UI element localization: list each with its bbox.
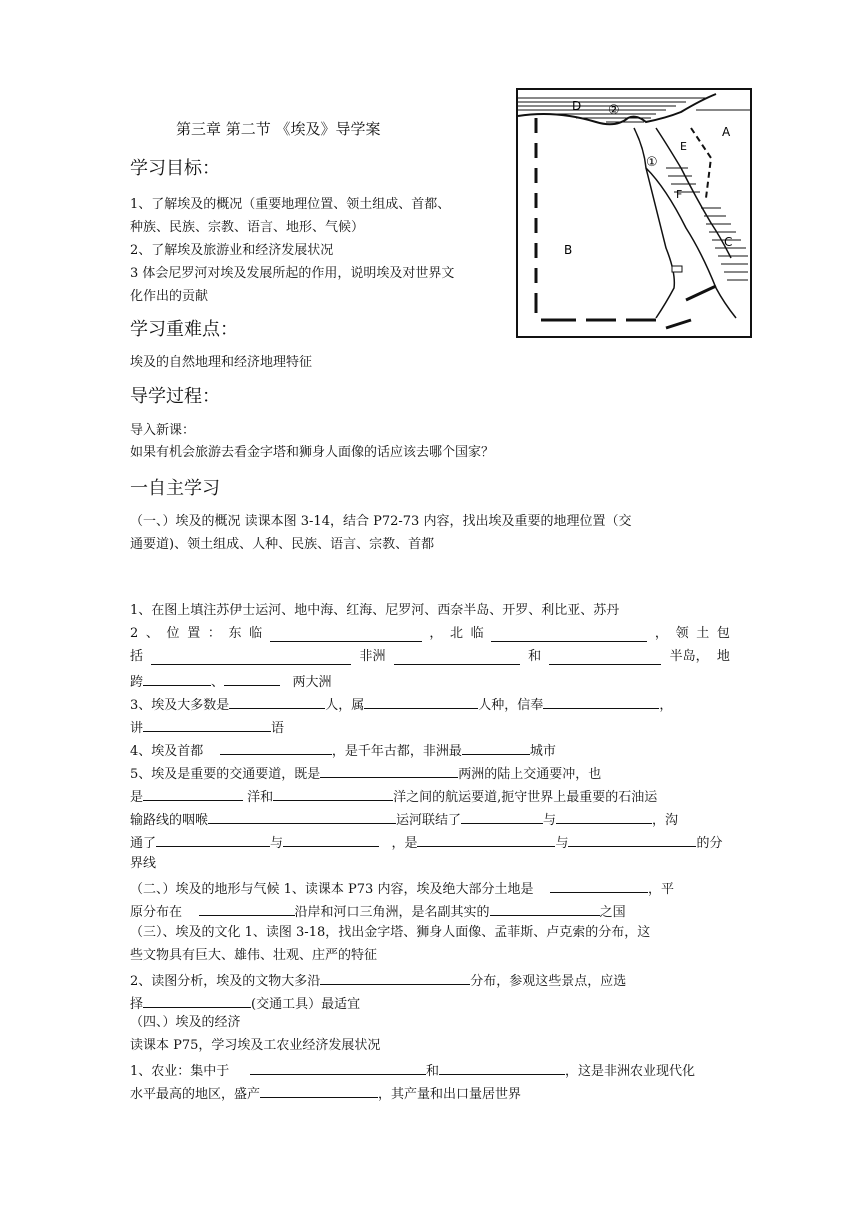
map-label-2: ② bbox=[608, 103, 620, 118]
egypt-map bbox=[516, 88, 752, 338]
question-5-line4: 通了 与 ，是 与 的分 bbox=[130, 833, 722, 852]
question-2-line2: 括 非洲 和 半岛， 地 bbox=[130, 649, 730, 664]
section-4-intro: 读课本 P75，学习埃及工农业经济发展状况 bbox=[130, 1038, 381, 1053]
section-2-line1: （二、）埃及的地形与气候 1、读课本 P73 内容，埃及绝大部分土地是 ，平 bbox=[130, 879, 674, 898]
blank-field[interactable] bbox=[273, 787, 393, 801]
blank-field[interactable] bbox=[270, 628, 422, 642]
goals-heading: 学习目标： bbox=[130, 158, 220, 179]
blank-field[interactable] bbox=[490, 902, 600, 916]
blank-field[interactable] bbox=[250, 1061, 426, 1075]
map-label-1: ① bbox=[646, 155, 658, 170]
intro-label: 导入新课： bbox=[130, 423, 196, 438]
blank-field[interactable] bbox=[283, 833, 379, 847]
blank-field[interactable] bbox=[199, 902, 295, 916]
question-4: 4、埃及首都 ，是千年古都，非洲最 城市 bbox=[130, 741, 556, 760]
map-label-c: C bbox=[724, 235, 733, 249]
blank-field[interactable] bbox=[320, 764, 458, 778]
question-5-line2: 是 洋和 洋之间的航运要道,扼守世界上最重要的石油运 bbox=[130, 787, 657, 806]
blank-field[interactable] bbox=[461, 810, 543, 824]
question-3-line2: 讲 语 bbox=[130, 718, 284, 737]
goal-line: 化作出的贡献 bbox=[130, 289, 209, 304]
blank-field[interactable] bbox=[556, 810, 652, 824]
blank-field[interactable] bbox=[439, 1061, 565, 1075]
blank-field[interactable] bbox=[549, 651, 661, 665]
goal-line: 种族、民族、宗教、语言、地形、气候） bbox=[130, 220, 365, 235]
blank-field[interactable] bbox=[394, 651, 520, 665]
map-label-a: A bbox=[722, 125, 731, 139]
section-4-heading: （四、）埃及的经济 bbox=[130, 1015, 241, 1030]
page-title: 第三章 第二节 《埃及》导学案 bbox=[176, 120, 381, 138]
question-2-line1: 2 、 位 置 ： 东 临 ， 北 临 ， 领 土 包 bbox=[130, 626, 730, 641]
question-5-line3: 输路线的咽喉 运河联结了 与 ，沟 bbox=[130, 810, 678, 829]
blank-field[interactable] bbox=[143, 672, 211, 686]
section-4-line2: 水平最高的地区，盛产 ，其产量和出口量居世界 bbox=[130, 1084, 521, 1103]
map-label-d: D bbox=[572, 99, 582, 113]
goal-line: 2、了解埃及旅游业和经济发展状况 bbox=[130, 243, 334, 258]
process-heading: 导学过程： bbox=[130, 386, 220, 407]
goal-line: 3 体会尼罗河对埃及发展所起的作用，说明埃及对世界文 bbox=[130, 266, 455, 281]
blank-field[interactable] bbox=[143, 787, 243, 801]
key-points-heading: 学习重难点： bbox=[130, 319, 238, 340]
key-points-text: 埃及的自然地理和经济地理特征 bbox=[130, 355, 313, 370]
map-label-b: B bbox=[564, 243, 573, 257]
blank-field[interactable] bbox=[550, 879, 648, 893]
section1-intro: （一、）埃及的概况 读课本图 3-14，结合 P72-73 内容，找出埃及重要的地理位置（交 bbox=[130, 514, 632, 529]
question-3-line1: 3、埃及大多数是 人，属 人种，信奉 ， bbox=[130, 695, 672, 714]
section-4-line1: 1、农业：集中于 和 ，这是非洲农业现代化 bbox=[130, 1061, 695, 1080]
blank-field[interactable] bbox=[417, 833, 555, 847]
self-study-heading: 一自主学习 bbox=[130, 478, 220, 499]
blank-field[interactable] bbox=[364, 695, 478, 709]
section-2-line2: 原分布在 沿岸和河口三角洲，是名副其实的 之国 bbox=[130, 902, 626, 921]
blank-field[interactable] bbox=[156, 833, 270, 847]
section1-intro-cont: 通要道)、领土组成、人种、民族、语言、宗教、首都 bbox=[130, 537, 435, 552]
blank-field[interactable] bbox=[320, 971, 470, 985]
blank-field[interactable] bbox=[543, 695, 659, 709]
blank-field[interactable] bbox=[229, 695, 325, 709]
question-5-line1: 5、埃及是重要的交通要道，既是 两洲的陆上交通要冲，也 bbox=[130, 764, 601, 783]
section-3-line1: （三）、埃及的文化 1、读图 3-18，找出金字塔、狮身人面像、孟菲斯、卢克索的分布，这 bbox=[130, 925, 651, 940]
blank-field[interactable] bbox=[462, 741, 530, 755]
question-5-line5: 界线 bbox=[130, 856, 157, 871]
blank-field[interactable] bbox=[220, 741, 332, 755]
question-2-line3: 跨 、 两大洲 bbox=[130, 672, 331, 691]
question-1: 1、在图上填注苏伊士运河、地中海、红海、尼罗河、西奈半岛、开罗、利比亚、苏丹 bbox=[130, 603, 620, 618]
blank-field[interactable] bbox=[568, 833, 696, 847]
goal-line: 1、了解埃及的概况（重要地理位置、领土组成、首都、 bbox=[130, 197, 451, 212]
blank-field[interactable] bbox=[224, 672, 280, 686]
map-label-e: E bbox=[680, 140, 687, 153]
section-3-line2: 些文物具有巨大、雄伟、壮观、庄严的特征 bbox=[130, 948, 378, 963]
blank-field[interactable] bbox=[491, 628, 647, 642]
section-3-line3: 2、读图分析，埃及的文物大多沿 分布，参观这些景点，应选 bbox=[130, 971, 626, 990]
blank-field[interactable] bbox=[143, 994, 251, 1008]
map-label-f: F bbox=[676, 188, 683, 201]
intro-question: 如果有机会旅游去看金字塔和狮身人面像的话应该去哪个国家？ bbox=[130, 445, 495, 460]
section-3-line4: 择 (交通工具）最适宜 bbox=[130, 994, 360, 1013]
blank-field[interactable] bbox=[260, 1084, 378, 1098]
blank-field[interactable] bbox=[143, 718, 271, 732]
blank-field[interactable] bbox=[151, 651, 351, 665]
blank-field[interactable] bbox=[208, 810, 396, 824]
